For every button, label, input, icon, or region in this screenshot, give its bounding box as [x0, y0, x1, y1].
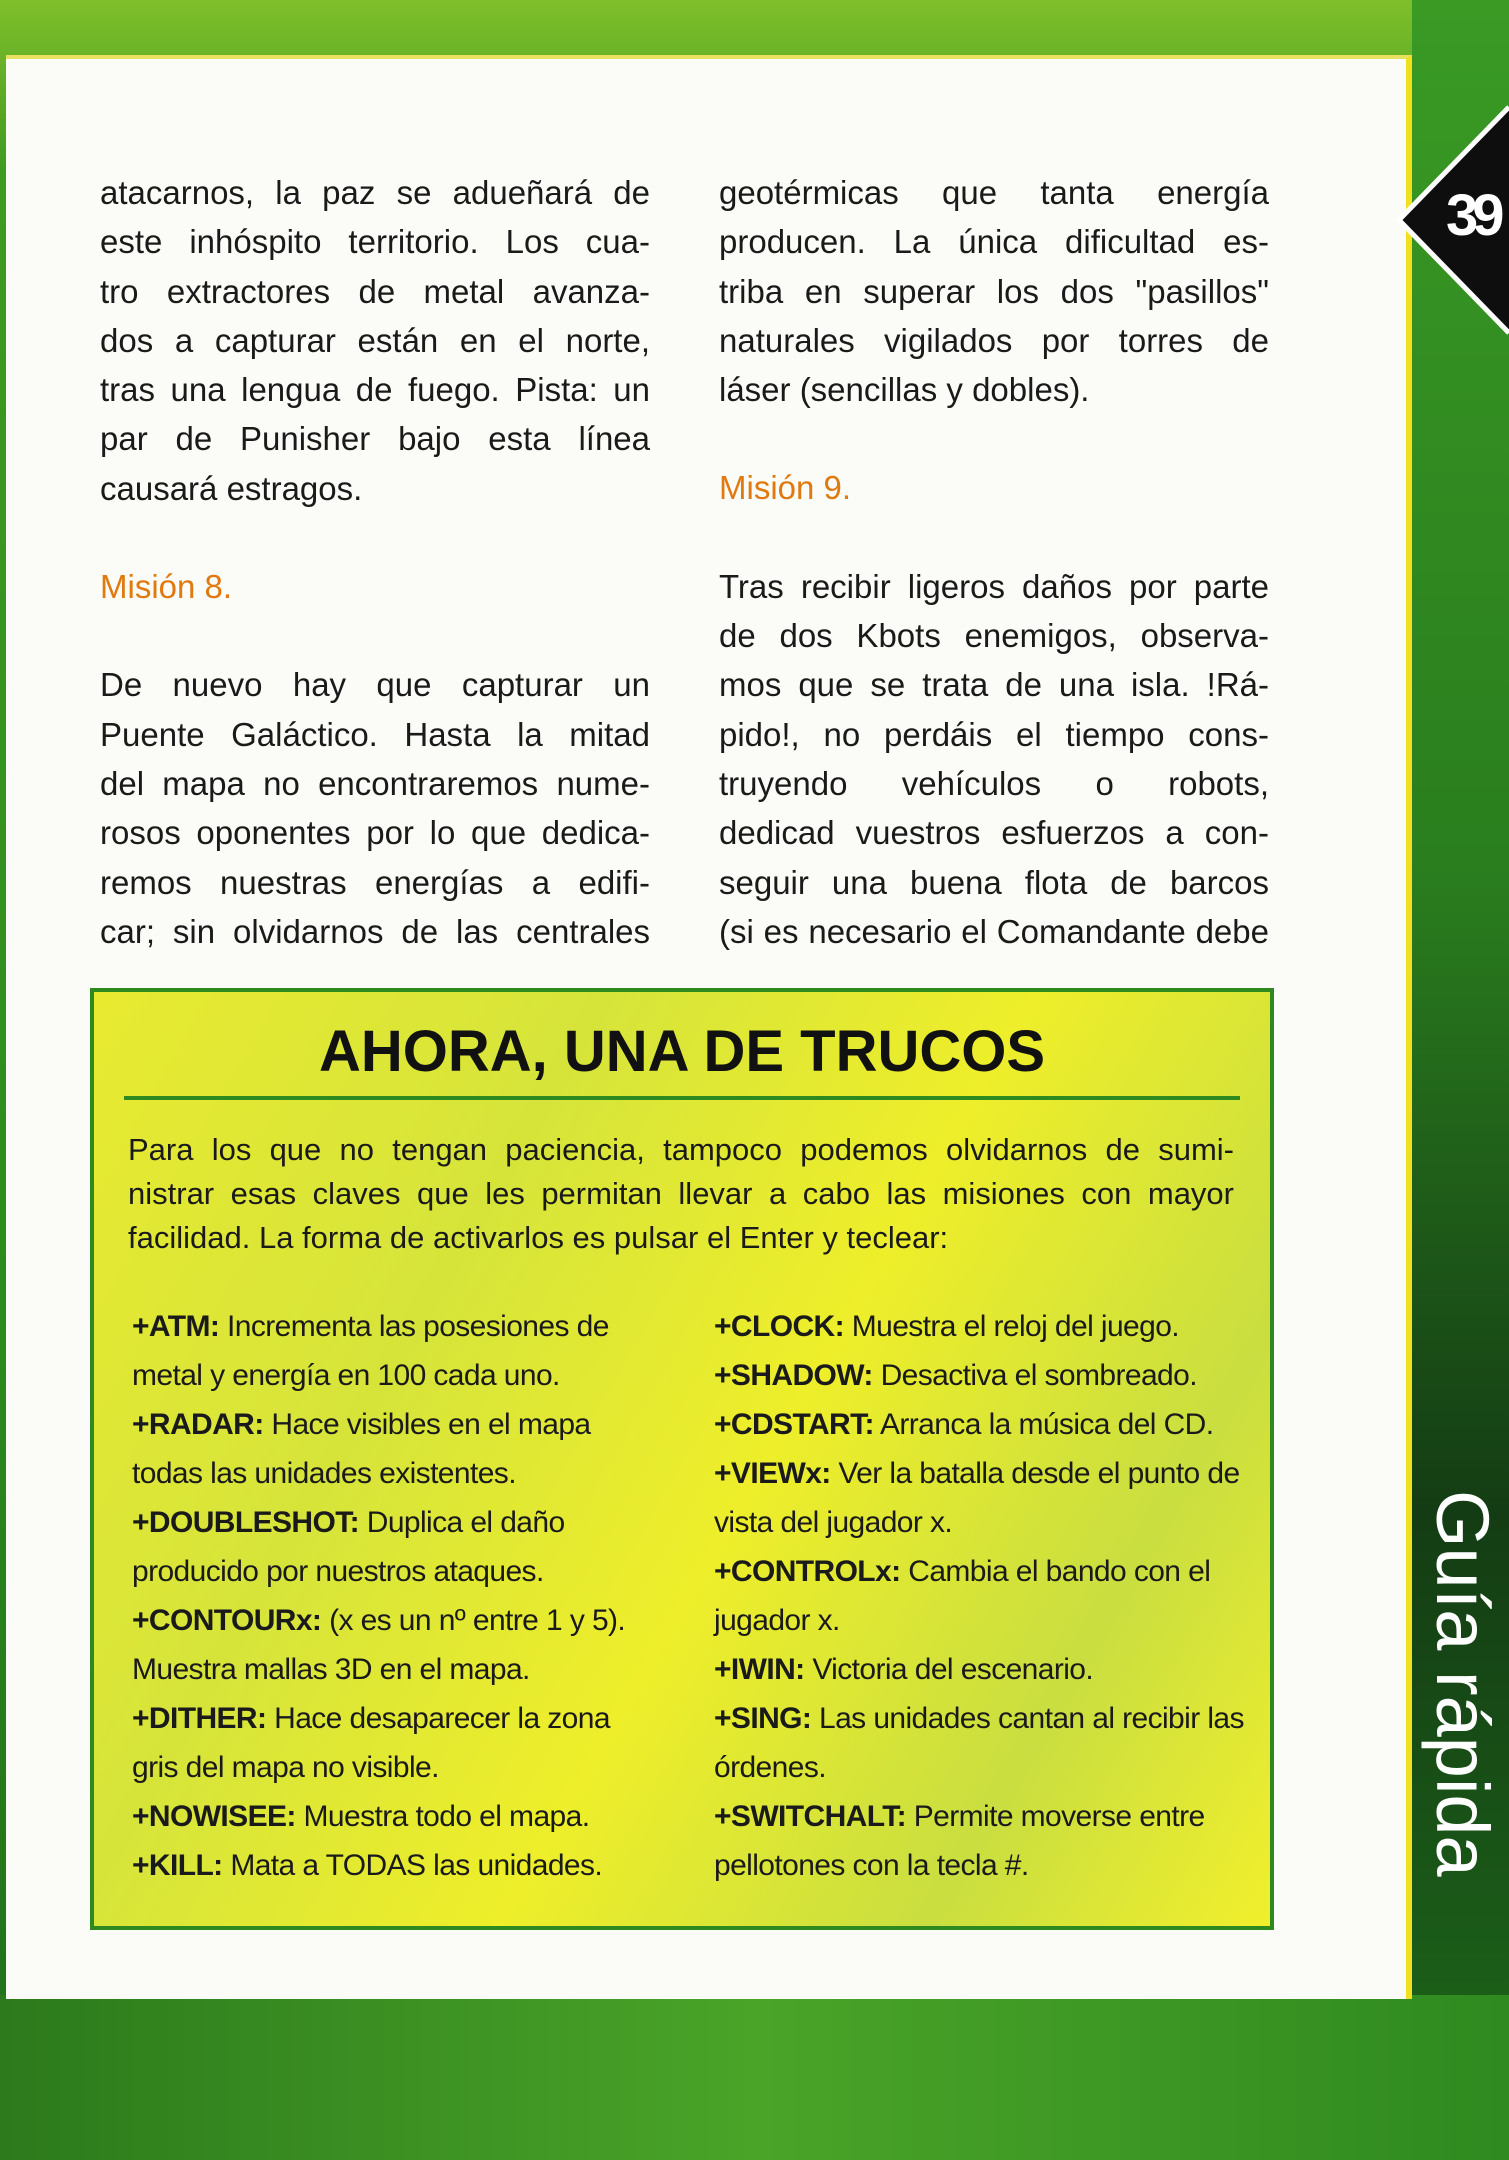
cheat-item	[714, 1351, 1244, 1400]
cheat-description: Permite moverse entre pellotones con la tecla #.	[714, 1800, 1205, 1882]
cheat-description: Muestra el reloj del juego.	[851, 1310, 1180, 1343]
cheat-code: +SING:	[714, 1702, 812, 1735]
text-line: de dos Kbots enemigos, observa-	[719, 617, 1269, 655]
text-line: rosos oponentes por lo que dedica-	[100, 814, 650, 852]
text-line: Puente Galáctico. Hasta la mitad	[100, 715, 650, 753]
cheat-item	[132, 1498, 662, 1596]
text-line: De nuevo hay que capturar un	[100, 666, 650, 704]
cheat-item	[132, 1792, 662, 1841]
text-line: atacarnos, la paz se adueñará de	[100, 174, 650, 211]
paragraph-gap	[100, 513, 650, 562]
paragraph-gap	[719, 414, 1269, 463]
cheat-code: +DITHER:	[132, 1702, 267, 1735]
text-line: causará estragos.	[100, 469, 363, 507]
cheat-description: Hace visibles en el mapa todas las unidades existentes.	[132, 1408, 591, 1490]
cheat-code: +IWIN:	[714, 1653, 805, 1686]
text-line: seguir una buena flota de barcos	[719, 863, 1269, 901]
text-line: mos que se trata de una isla. !Rá-	[719, 666, 1269, 704]
tricks-intro	[128, 1128, 1234, 1260]
page-number: 39	[1446, 183, 1499, 248]
cheat-item	[714, 1449, 1244, 1547]
cheat-description: Mata a TODAS las unidades.	[230, 1849, 603, 1882]
text-line: pido!, no perdáis el tiempo cons-	[719, 715, 1269, 753]
intro-line: nistrar esas claves que les permitan llevar a cabo las misiones con mayor	[128, 1176, 1234, 1211]
title-divider	[124, 1096, 1240, 1100]
cheats-left	[132, 1302, 662, 1890]
cheat-description: Cambia el bando con el jugador x.	[714, 1555, 1211, 1637]
paragraph-gap	[100, 611, 650, 660]
text-line: par de Punisher bajo esta línea	[100, 420, 650, 458]
cheat-code: +CONTOURx:	[132, 1604, 322, 1637]
cheat-item	[714, 1694, 1244, 1792]
cheat-code: +KILL:	[132, 1849, 223, 1882]
cheat-description: Ver la batalla desde el punto de vista del jugador x.	[714, 1457, 1240, 1539]
text-line: truyendo vehículos o robots,	[719, 764, 1269, 802]
cheat-code: +SHADOW:	[714, 1359, 873, 1392]
text-line: láser (sencillas y dobles).	[719, 371, 1090, 409]
cheat-description: Desactiva el sombreado.	[880, 1359, 1197, 1392]
cheat-item	[132, 1596, 662, 1694]
cheat-item	[714, 1547, 1244, 1645]
cheat-code: +CDSTART:	[714, 1408, 874, 1441]
text-line: remos nuestras energías a edifi-	[100, 863, 650, 901]
cheat-code: +DOUBLESHOT:	[132, 1506, 359, 1539]
cheats-right	[714, 1302, 1244, 1890]
cheat-code: +CONTROLx:	[714, 1555, 901, 1588]
cheat-code: +SWITCHALT:	[714, 1800, 906, 1833]
mission-heading: Misión 8.	[100, 568, 233, 606]
cheat-code: +VIEWx:	[714, 1457, 831, 1490]
cheat-code: +ATM:	[132, 1310, 220, 1343]
intro-line: facilidad. La forma de activarlos es pulsar el Enter y teclear:	[128, 1220, 949, 1255]
paragraph-gap	[719, 513, 1269, 562]
cheat-description: Hace desaparecer la zona gris del mapa no visible.	[132, 1702, 610, 1784]
intro-line: Para los que no tengan paciencia, tampoco podemos olvidarnos de sumi-	[128, 1132, 1234, 1167]
cheat-code: +CLOCK:	[714, 1310, 844, 1343]
cheat-description: (x es un nº entre 1 y 5). Muestra mallas 3D en el mapa.	[132, 1604, 626, 1686]
cheat-description: Duplica el daño producido por nuestros ataques.	[132, 1506, 565, 1588]
cheat-item	[132, 1302, 662, 1400]
cheat-description: Arranca la música del CD.	[879, 1408, 1214, 1441]
cheat-description: Victoria del escenario.	[812, 1653, 1094, 1686]
cheat-item	[132, 1694, 662, 1792]
text-line: geotérmicas que tanta energía	[719, 174, 1269, 211]
cheat-item	[132, 1841, 662, 1890]
cheat-item	[714, 1400, 1244, 1449]
text-line: car; sin olvidarnos de las centrales	[100, 912, 650, 950]
text-line: Tras recibir ligeros daños por parte	[719, 567, 1269, 605]
section-title: Guía rápida	[1421, 1490, 1504, 1877]
text-line: producen. La única dificultad es-	[719, 223, 1269, 261]
tricks-title: AHORA, UNA DE TRUCOS	[318, 1019, 1046, 1084]
right-column	[719, 168, 1269, 956]
cheat-code: +NOWISEE:	[132, 1800, 296, 1833]
left-column	[100, 168, 650, 956]
cheat-item	[714, 1645, 1244, 1694]
text-line: dos a capturar están en el norte,	[100, 321, 650, 359]
cheat-item	[714, 1302, 1244, 1351]
cheat-description: Incrementa las posesiones de metal y energía en 100 cada uno.	[132, 1310, 609, 1392]
bottom-band	[0, 1995, 1509, 2160]
cheat-code: +RADAR:	[132, 1408, 264, 1441]
text-line: (si es necesario el Comandante debe	[719, 912, 1269, 950]
cheat-item	[132, 1400, 662, 1498]
text-line: del mapa no encontraremos nume-	[100, 764, 650, 802]
text-line: triba en superar los dos "pasillos"	[719, 272, 1269, 310]
cheat-description: Muestra todo el mapa.	[303, 1800, 590, 1833]
mission-heading: Misión 9.	[719, 469, 852, 507]
text-line: tras una lengua de fuego. Pista: un	[100, 371, 650, 409]
text-line: dedicad vuestros esfuerzos a con-	[719, 814, 1269, 852]
tricks-box	[90, 988, 1274, 1930]
text-line: tro extractores de metal avanza-	[100, 272, 650, 310]
cheat-description: Las unidades cantan al recibir las órdenes.	[714, 1702, 1244, 1784]
text-line: este inhóspito territorio. Los cua-	[100, 223, 650, 261]
cheat-item	[714, 1792, 1244, 1890]
text-line: naturales vigilados por torres de	[719, 321, 1269, 359]
